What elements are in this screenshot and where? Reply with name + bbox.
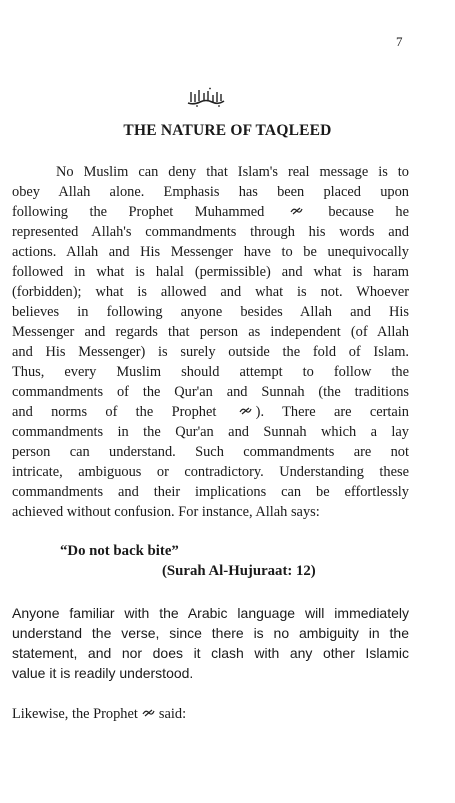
- quote-reference: (Surah Al-Hujuraat: 12): [162, 563, 316, 579]
- line-segment: following the Prophet Muhammed: [12, 204, 265, 220]
- paragraph-line: [12, 202, 409, 222]
- paragraph-line: commandments of the Qur'an and Sunnah (the traditions: [12, 384, 409, 400]
- paragraph-line: Anyone familiar with the Arabic language will immediately: [12, 605, 409, 621]
- paragraph-line: followed in what is halal (permissible) and what is haram: [12, 264, 409, 280]
- page-number: 7: [396, 34, 403, 49]
- paragraph-line: achieved without confusion. For instance, Allah says:: [12, 504, 320, 520]
- line-segment: and norms of the Prophet: [12, 404, 217, 420]
- quote-text: “Do not back bite”: [60, 543, 179, 559]
- paragraph-line: commandments in the Qur'an and Sunnah which a lay: [12, 424, 409, 440]
- paragraph-line: understand the verse, since there is no ambiguity in the: [12, 625, 409, 641]
- paragraph-line: Thus, every Muslim should attempt to follow the: [12, 364, 409, 380]
- line-segment: Likewise, the Prophet: [12, 706, 138, 722]
- paragraph-line: obey Allah alone. Emphasis has been placed upon: [12, 184, 409, 200]
- line-segment: said:: [158, 706, 187, 722]
- paragraph-line: No Muslim can deny that Islam's real message is to: [56, 164, 409, 180]
- paragraph-3: [12, 704, 409, 724]
- paragraph-line: actions. Allah and His Messenger have to be unequivocally: [12, 244, 409, 260]
- paragraph-line: Messenger and regards that person as independent (of Allah: [12, 324, 409, 340]
- salutation-seal-icon: [239, 406, 252, 415]
- paragraph-line: intricate, ambiguous or contradictory. Understanding these: [12, 464, 409, 480]
- chapter-title: THE NATURE OF TAQLEED: [123, 122, 332, 139]
- basmala-calligraphy-icon: [186, 86, 226, 108]
- paragraph-line: person can understand. Such commandments are not: [12, 444, 409, 460]
- line-segment: ). There are certain: [255, 404, 409, 420]
- paragraph-line: (forbidden); what is allowed and what is not. Whoever: [12, 284, 409, 300]
- paragraph-line: commandments and their implications can be effortlessly: [12, 484, 409, 500]
- paragraph-line: represented Allah's commandments through his words and: [12, 224, 409, 240]
- paragraph-line: [12, 402, 409, 422]
- salutation-seal-icon: [290, 206, 303, 215]
- paragraph-line: and His Messenger) is surely outside the fold of Islam.: [12, 344, 409, 360]
- paragraph-line: statement, and nor does it clash with any other Islamic: [12, 645, 409, 661]
- paragraph-line: believes in following anyone besides Allah and His: [12, 304, 409, 320]
- salutation-seal-icon: [142, 708, 155, 717]
- line-segment: because he: [328, 204, 409, 220]
- paragraph-line: value it is readily understood.: [12, 665, 194, 681]
